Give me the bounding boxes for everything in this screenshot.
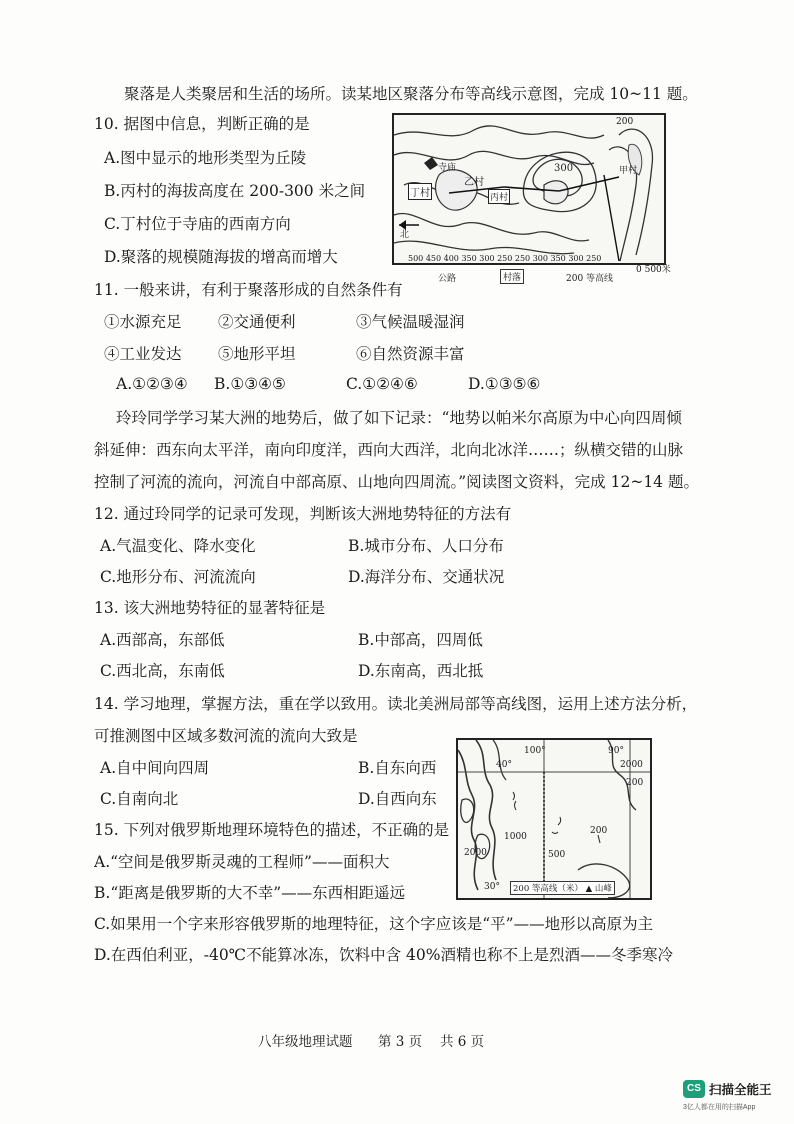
intro-passage-2-line-2: 斜延伸：西东向太平洋，南向印度洋，西向大西洋，北向北冰洋……；纵横交错的山脉 [94,441,684,459]
village-yi-label: 乙村 [464,177,484,188]
temple-marker [424,157,438,170]
question-12-option-d: D.海洋分布、交通状况 [348,568,505,586]
condition-4: ④工业发达 [104,345,182,363]
scanner-app-name: 扫描全能王 [709,1083,772,1097]
question-14-option-d: D.自西向东 [358,790,437,808]
temple-label: 寺庙 [438,163,457,173]
question-14-stem-line-1: 14. 学习地理，掌握方法，重在学以致用。读北美洲局部等高线图，运用上述方法分析， [94,695,698,713]
question-11-option-c: C.①②④⑥ [346,375,418,393]
condition-1: ①水源充足 [104,313,182,331]
question-11-option-a: A.①②③④ [116,375,188,393]
intro-passage-2-line-3: 控制了河流的流向，河流自中部高原、山地向四周流。”阅读图文资料，完成 12~14 题。 [94,473,699,491]
condition-3: ③气候温暖湿润 [356,313,465,331]
map1-scale-bar: 0 500米 [636,265,671,275]
map2-legend: 200 等高线（米） ▲ 山峰 [510,881,615,895]
contour-200-center: 200 [590,826,608,836]
question-11-option-d: D.①③⑤⑥ [468,375,541,393]
question-13-stem: 13. 该大洲地势特征的显著特征是 [94,599,326,617]
latitude-40: 40° [496,760,512,770]
intro-passage-1: 聚落是人类聚居和生活的场所。读某地区聚落分布等高线示意图，完成 10~11 题。 [124,85,698,103]
question-13-option-a: A.西部高，东部低 [100,631,225,649]
condition-6: ⑥自然资源丰富 [356,345,465,363]
question-12-stem: 12. 通过玲同学的记录可发现，判断该大洲地势特征的方法有 [94,505,512,523]
question-15-option-b: B.“距离是俄罗斯的大不幸”——东西相距遥远 [94,884,406,902]
map1-legend-road: 公路 [438,274,457,284]
question-15-option-d: D.在西伯利亚，-40℃不能算冰冻，饮料中含 40%酒精也称不上是烈酒——冬季寒冷 [94,946,673,964]
question-10-option-b: B.丙村的海拔高度在 200-300 米之间 [104,182,366,200]
question-14-option-b: B.自东向西 [358,759,437,777]
contour-1000: 1000 [504,832,527,842]
north-label: 北 [400,230,410,240]
village-ding-label: 丁村 [408,183,432,200]
question-14-option-a: A.自中间向四周 [100,759,210,777]
question-11-stem: 11. 一般来讲，有利于聚落形成的自然条件有 [94,281,403,299]
footer-exam-title: 八年级地理试题 [258,1034,353,1050]
question-12-option-a: A.气温变化、降水变化 [100,537,256,555]
latitude-30: 30° [484,882,500,892]
question-15-stem: 15. 下列对俄罗斯地理环境特色的描述，不正确的是 [94,821,450,839]
question-10-option-a: A.图中显示的地形类型为丘陵 [104,149,307,167]
contour-2000-east: 2000 [620,760,643,770]
question-10-option-c: C.丁村位于寺庙的西南方向 [104,215,291,233]
scanner-logo-icon: CS [683,1080,705,1098]
contour-label-200: 200 [616,117,634,127]
question-13-option-c: C.西北高，东南低 [100,662,225,680]
condition-5: ⑤地形平坦 [218,345,296,363]
village-bing-label: 丙村 [488,189,510,204]
contour-label-300: 300 [554,163,574,174]
condition-2: ②交通便利 [218,313,296,331]
scanner-watermark [683,1080,783,1114]
question-11-option-b: B.①③④⑤ [214,375,286,393]
longitude-90: 90° [608,746,624,756]
question-13-option-b: B.中部高，四周低 [358,631,483,649]
map1-bottom-contour-values: 500 450 400 350 300 250 250 300 350 300 250 [408,254,602,263]
intro-passage-2-line-1: 玲玲同学学习某大洲的地势后，做了如下记录：“地势以帕米尔高原为中心向四周倾 [116,409,682,427]
contour-500: 500 [548,850,566,860]
question-14-stem-line-2: 可推测图中区域多数河流的流向大致是 [94,727,358,745]
settlement-contour-map [392,113,666,265]
question-15-option-c: C.如果用一个字来形容俄罗斯的地理特征，这个字应该是“平”——地形以高原为主 [94,915,654,933]
longitude-100: 100° [524,746,546,756]
question-12-option-c: C.地形分布、河流流向 [100,568,256,586]
question-14-option-c: C.自南向北 [100,790,179,808]
question-13-option-d: D.东南高，西北抵 [358,662,484,680]
map1-legend-village: 村落 [500,269,524,284]
question-10-stem: 10. 据图中信息，判断正确的是 [94,115,310,133]
question-12-option-b: B.城市分布、人口分布 [348,537,504,555]
question-10-option-d: D.聚落的规模随海拔的增高而增大 [104,248,338,266]
contour-200-east: 200 [626,778,644,788]
contour-2000-west: 2000 [464,848,487,858]
footer-total-pages: 共 6 页 [440,1034,485,1050]
village-jia-label: 甲村 [619,166,638,176]
contour-lines-graphic [394,115,664,263]
footer-page-number: 第 3 页 [378,1034,423,1050]
map1-legend-contour: 200 等高线 [566,274,614,284]
scanner-tagline: 3亿人都在用的扫描App [683,1104,756,1111]
question-15-option-a: A.“空间是俄罗斯灵魂的工程师”——面积大 [94,853,390,871]
north-america-contour-map [456,738,652,900]
